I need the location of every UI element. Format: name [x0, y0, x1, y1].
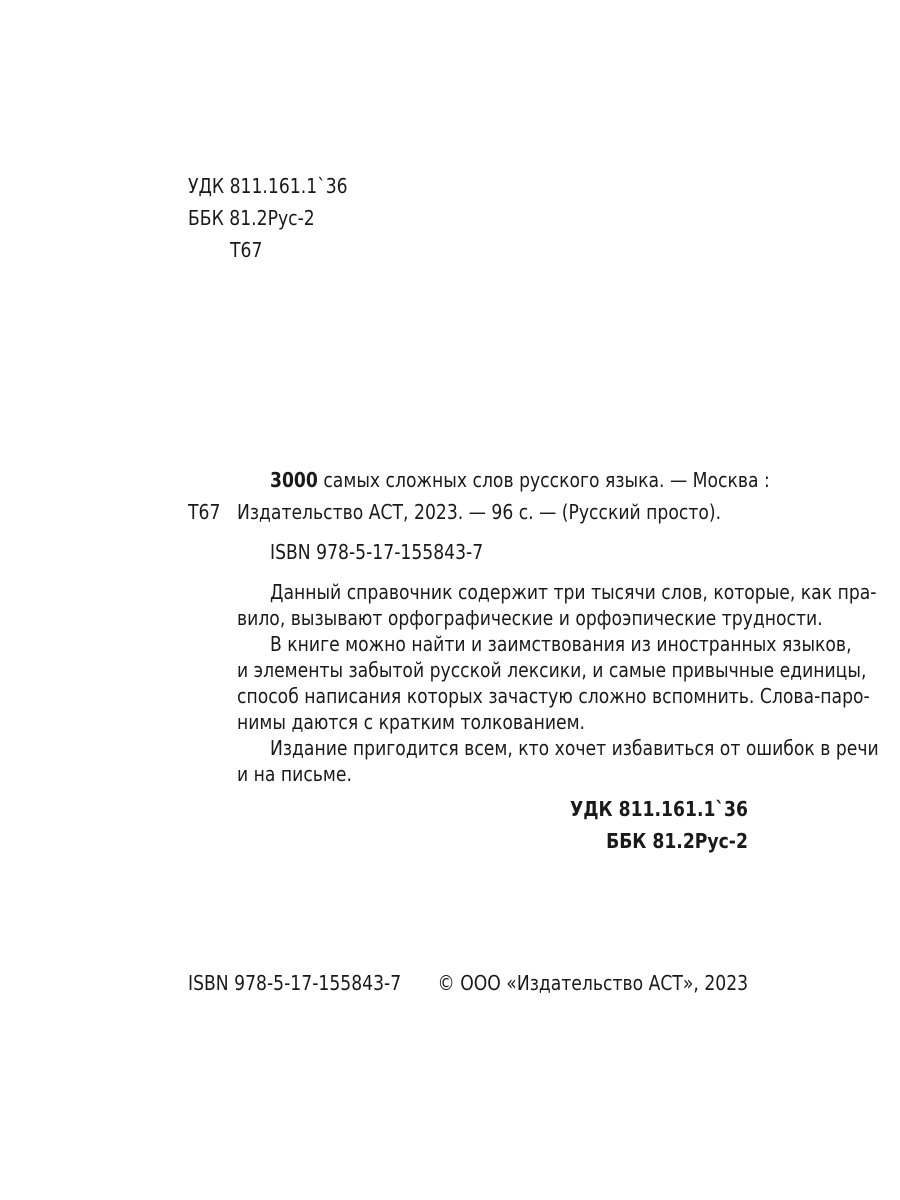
annotation-line-4: и элементы забытой русской лексики, и самые привычные единицы,	[237, 658, 867, 682]
annotation-line-6: нимы даются с кратким толкованием.	[237, 710, 586, 734]
bottom-udk: УДК 811.161.1`36	[569, 797, 748, 821]
biblio-title-bold: 3000	[270, 468, 318, 492]
annotation-line-7: Издание пригодится всем, кто хочет избавиться от ошибок в речи	[270, 736, 879, 760]
annotation-line-5: способ написания которых зачастую сложно вспомнить. Слова-паро-	[237, 684, 870, 708]
annotation-line-3: В книге можно найти и заимствования из иностранных языков,	[270, 632, 852, 656]
biblio-mark: Т67	[188, 500, 221, 524]
biblio-isbn: ISBN 978-5-17-155843-7	[270, 540, 484, 564]
footer-copyright: © ООО «Издательство АСТ», 2023	[437, 971, 748, 995]
annotation-line-8: и на письме.	[237, 762, 352, 786]
biblio-publisher-line: Издательство АСТ, 2023. — 96 с. — (Русский просто).	[237, 500, 722, 524]
footer-isbn: ISBN 978-5-17-155843-7	[188, 971, 402, 995]
top-author-mark: Т67	[230, 238, 263, 262]
biblio-title-rest: самых сложных слов русского языка. — Москва :	[323, 468, 770, 492]
annotation-line-2: вило, вызывают орфографические и орфоэпические трудности.	[237, 606, 823, 630]
annotation-line-1: Данный справочник содержит три тысячи слов, которые, как пра-	[270, 580, 877, 604]
top-udk: УДК 811.161.1`36	[188, 174, 348, 198]
bottom-bbk: ББК 81.2Рус-2	[606, 829, 748, 853]
biblio-title-line	[270, 467, 770, 493]
top-bbk: ББК 81.2Рус-2	[188, 206, 315, 230]
